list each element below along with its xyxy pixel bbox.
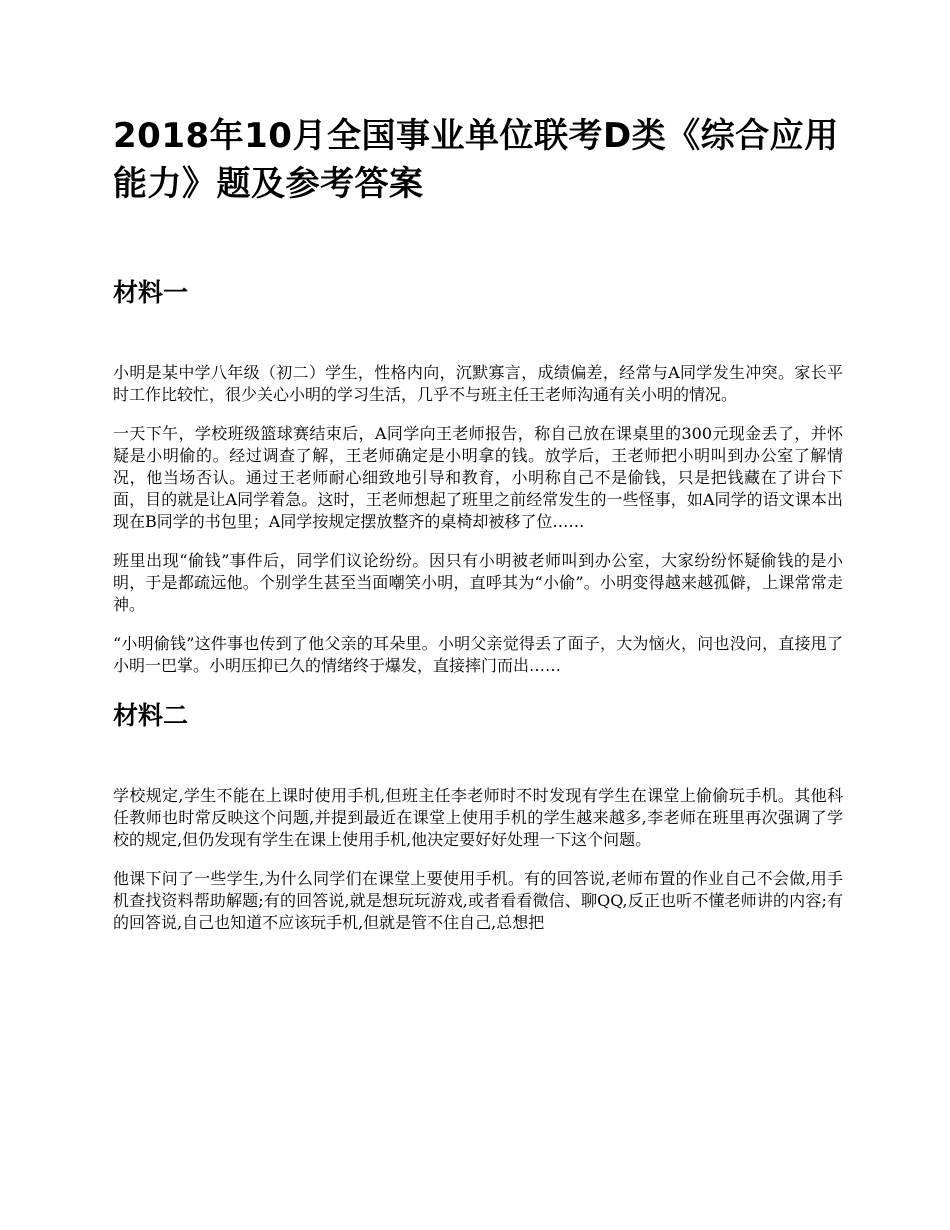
- paragraph: 小明是某中学八年级（初二）学生，性格内向，沉默寡言，成绩偏差，经常与A同学发生冲突。家长平时工作比较忙，很少关心小明的学习生活，几乎不与班主任王老师沟通有关小明的情况。: [113, 363, 843, 404]
- section-heading-material-2: 材料二: [113, 701, 189, 730]
- paragraph: 他课下问了一些学生,为什么同学们在课堂上要使用手机。有的回答说,老师布置的作业自己不会做,用手机查找资料帮助解题;有的回答说,就是想玩玩游戏,或者看看微信、聊QQ,反正也听不懂老师讲的内容;有的回答说,自己也知道不应该玩手机,但就是管不住自己,总想把: [113, 869, 843, 932]
- section-heading-material-1: 材料一: [113, 278, 189, 307]
- paragraph: 学校规定,学生不能在上课时使用手机,但班主任李老师时不时发现有学生在课堂上偷偷玩手机。其他科任教师也时常反映这个问题,并提到最近在课堂上使用手机的学生越来越多,李老师在班里再次强调了学校的规定,但仍发现有学生在课上使用手机,他决定要好好处理一下这个问题。: [113, 786, 843, 849]
- document-page: [113, 112, 843, 951]
- paragraph: 一天下午，学校班级篮球赛结束后，A同学向王老师报告，称自己放在课桌里的300元现金丢了，并怀疑是小明偷的。经过调查了解，王老师确定是小明拿的钱。放学后，王老师把小明叫到办公室了解情况，他当场否认。通过王老师耐心细致地引导和教育，小明称自己不是偷钱，只是把钱藏在了讲台下面，目的就是让A同学着急。这时，王老师想起了班里之前经常发生的一些怪事，如A同学的语文课本出现在B同学的书包里；A同学按规定摆放整齐的桌椅却被移了位……: [113, 424, 843, 531]
- section-body-material-2: [113, 785, 843, 934]
- document-title: 2018年10月全国事业单位联考D类《综合应用能力》题及参考答案: [113, 116, 839, 204]
- paragraph: “小明偷钱”这件事也传到了他父亲的耳朵里。小明父亲觉得丢了面子，大为恼火，问也没问，直接甩了小明一巴掌。小明压抑已久的情绪终于爆发，直接摔门而出……: [113, 634, 843, 675]
- paragraph: 班里出现“偷钱”事件后，同学们议论纷纷。因只有小明被老师叫到办公室，大家纷纷怀疑偷钱的是小明，于是都疏远他。个别学生甚至当面嘲笑小明，直呼其为“小偷”。小明变得越来越孤僻，上课常常走神。: [113, 551, 843, 614]
- section-body-material-1: [113, 362, 843, 677]
